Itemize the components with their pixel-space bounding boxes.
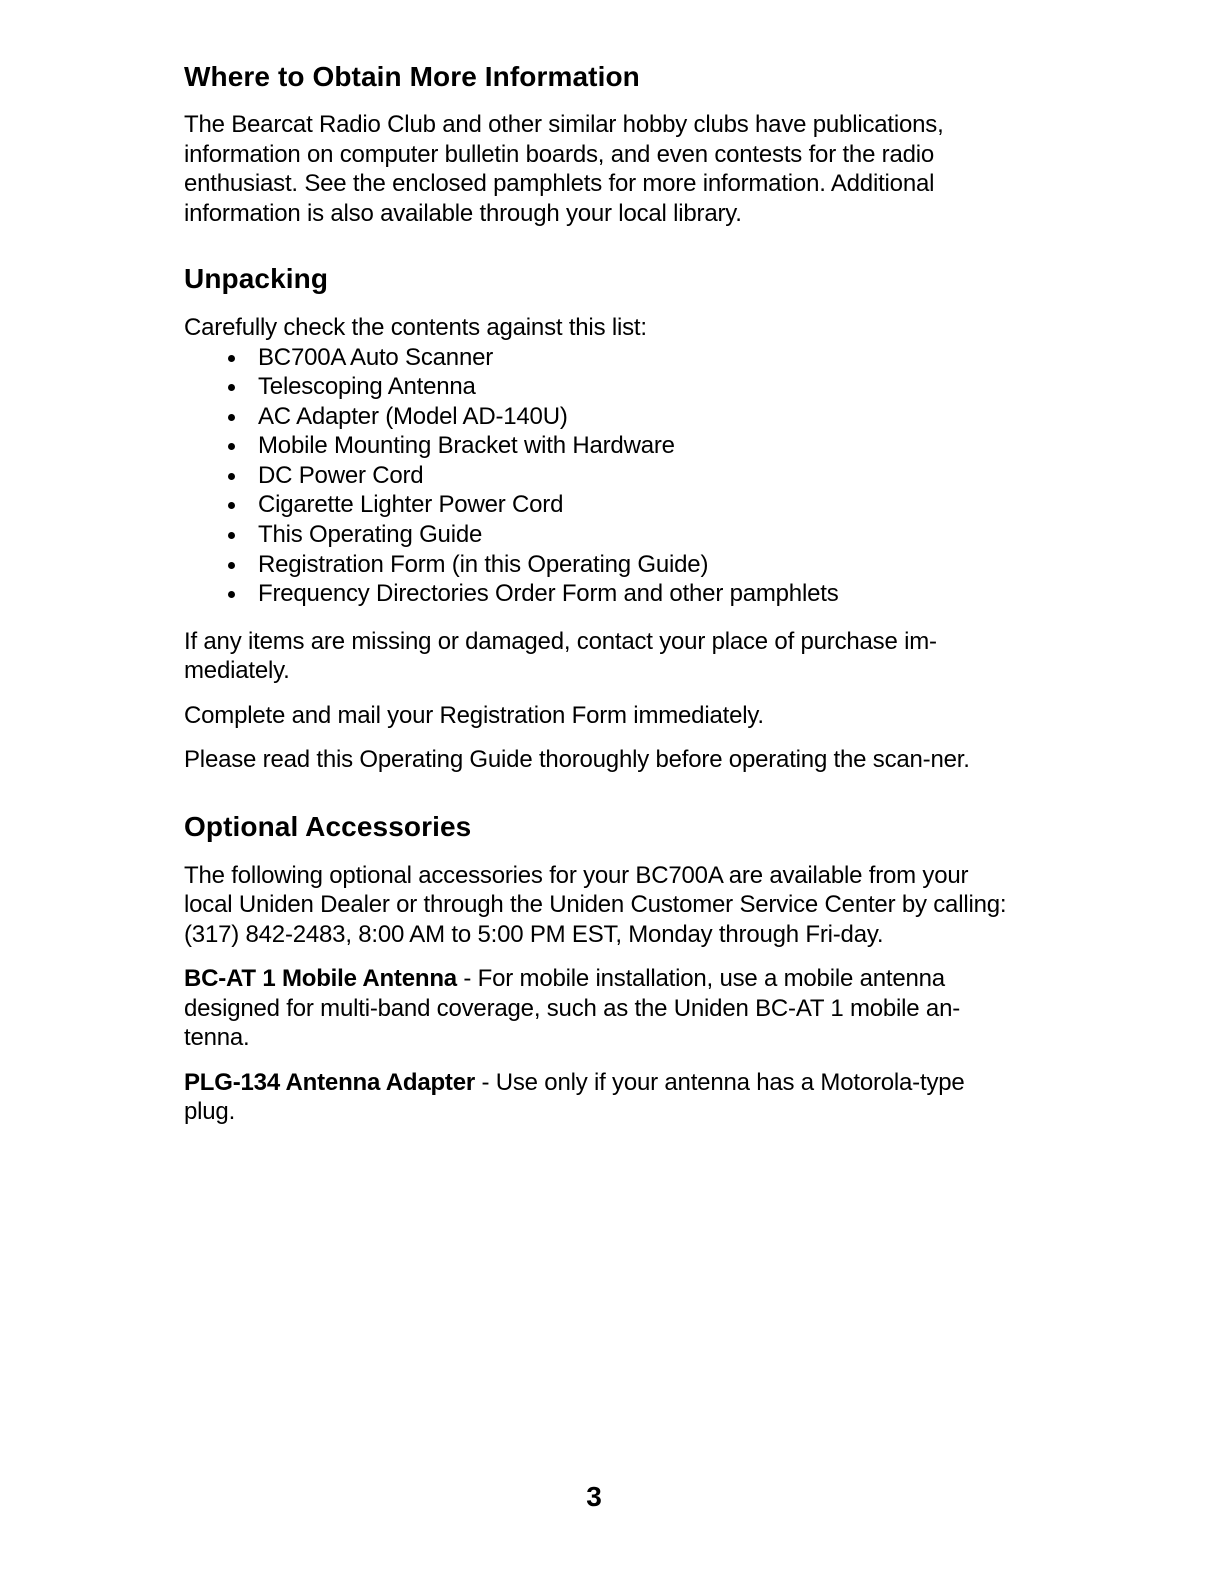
section-more-information bbox=[184, 60, 1014, 228]
list-item-text: DC Power Cord bbox=[258, 461, 424, 489]
list-item bbox=[226, 550, 1014, 580]
bullet-icon bbox=[228, 355, 235, 362]
list-item-text: Frequency Directories Order Form and other pamphlets bbox=[258, 580, 839, 608]
list-item-text: Cigarette Lighter Power Cord bbox=[258, 491, 564, 519]
bullet-icon bbox=[228, 443, 235, 450]
unpacking-intro: Carefully check the contents against this list: bbox=[184, 314, 647, 341]
registration-note: Complete and mail your Registration Form immediately. bbox=[184, 701, 764, 729]
contents-list bbox=[184, 343, 1014, 609]
bullet-icon bbox=[228, 591, 235, 598]
list-item-text: AC Adapter (Model AD-140U) bbox=[258, 402, 568, 430]
bullet-icon bbox=[228, 414, 235, 421]
list-item bbox=[226, 520, 1014, 550]
accessory-name: BC-AT 1 Mobile Antenna bbox=[184, 965, 457, 993]
section-unpacking bbox=[184, 262, 1014, 775]
accessory-item bbox=[184, 1068, 1014, 1127]
bullet-icon bbox=[228, 562, 235, 569]
page-content bbox=[184, 60, 1014, 1127]
bullet-icon bbox=[228, 502, 235, 509]
section-title-unpacking: Unpacking bbox=[184, 263, 329, 294]
bullet-icon bbox=[228, 473, 235, 480]
accessory-description: - Use only if your antenna has a Motorola-type plug. bbox=[184, 1068, 965, 1126]
accessory-description: - For mobile installation, use a mobile antenna designed for multi-band coverage, such as the Uniden BC-AT 1 mobile an-tenna. bbox=[184, 965, 961, 1052]
list-item-text: Registration Form (in this Operating Guide) bbox=[258, 550, 709, 578]
accessory-name: PLG-134 Antenna Adapter bbox=[184, 1068, 476, 1096]
section-title-more-information: Where to Obtain More Information bbox=[184, 61, 640, 92]
list-item bbox=[226, 343, 1014, 373]
accessories-intro: The following optional accessories for your BC700A are available from your local Uniden Dealer or through the Uniden Customer Service Center by calling: (317) 842-2483, 8:00 AM to 5:00 PM EST, Monday through Fri-day. bbox=[184, 861, 1007, 948]
list-item bbox=[226, 579, 1014, 609]
list-item bbox=[226, 402, 1014, 432]
list-item bbox=[226, 490, 1014, 520]
section-title-optional-accessories: Optional Accessories bbox=[184, 810, 472, 842]
accessory-item bbox=[184, 964, 1014, 1053]
list-item bbox=[226, 431, 1014, 461]
list-item bbox=[226, 461, 1014, 491]
more-information-paragraph: The Bearcat Radio Club and other similar hobby clubs have publications, information on computer bulletin boards, and even contests for the radio enthusiast. See the enclosed pamphlets for more information. Additional information is also available through your local library. bbox=[184, 111, 944, 227]
bullet-icon bbox=[228, 384, 235, 391]
missing-items-note: If any items are missing or damaged, contact your place of purchase im-mediately. bbox=[184, 627, 937, 685]
list-item-text: BC700A Auto Scanner bbox=[258, 343, 494, 371]
list-item-text: Telescoping Antenna bbox=[258, 373, 476, 401]
bullet-icon bbox=[228, 532, 235, 539]
list-item bbox=[226, 372, 1014, 402]
list-item-text: This Operating Guide bbox=[258, 521, 483, 549]
page-number: 3 bbox=[586, 1481, 602, 1512]
list-item-text: Mobile Mounting Bracket with Hardware bbox=[258, 432, 675, 460]
read-guide-note: Please read this Operating Guide thoroughly before operating the scan-ner. bbox=[184, 746, 970, 774]
section-optional-accessories bbox=[184, 810, 1014, 1127]
